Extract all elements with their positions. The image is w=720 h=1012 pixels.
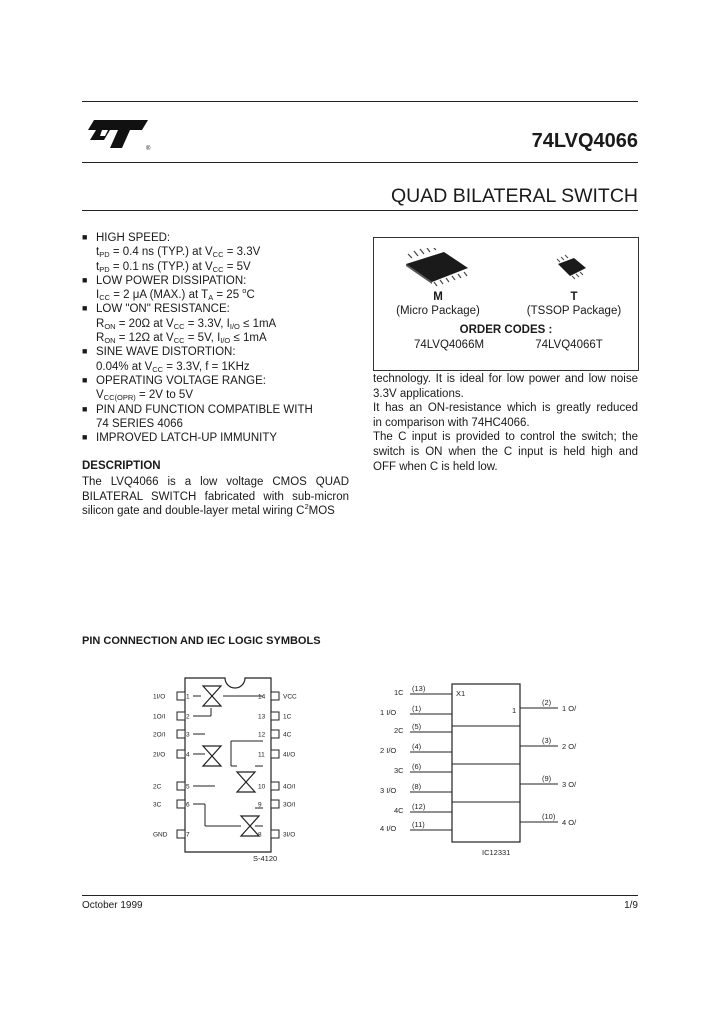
iec-input-pin: (12) <box>412 802 426 811</box>
feature-item: ■ IMPROVED LATCH-UP IMMUNITY <box>82 432 278 445</box>
description-line: It has an ON-resistance which is greatly reduced <box>373 402 638 415</box>
dip-pin-number: 2 <box>186 713 190 721</box>
bullet-icon: ■ <box>82 403 88 414</box>
feature-detail: $R_{ON} = 12\Omega$ at $V_{CC} = 5V$, $I_{I/O} \le 1mA$ <box>96 332 267 346</box>
tssop-package-name: (TSSOP Package) <box>526 305 622 317</box>
dip-pin <box>271 750 279 758</box>
footer-page: 1/9 <box>624 900 638 911</box>
feature-item: ■ HIGH SPEED: <box>82 232 171 244</box>
order-codes-heading: ORDER CODES : <box>459 324 553 336</box>
order-code-t: 74LVQ4066T <box>535 339 603 351</box>
svg-text:®: ® <box>146 146 151 152</box>
iec-output-pin: (10) <box>542 812 556 821</box>
iec-output-pin: (2) <box>542 698 552 707</box>
description-left <box>82 475 349 519</box>
bullet-icon: ■ <box>82 346 88 357</box>
iec-input-label: 4 I/O <box>380 824 397 833</box>
dip-pin-label: 2O/I <box>153 731 166 739</box>
description-line: in comparison with 74HC4066. <box>373 416 530 429</box>
iec-output-pin: (3) <box>542 736 552 745</box>
iec-output-label: 1 O/ <box>562 704 577 713</box>
iec-output-label: 3 O/ <box>562 780 577 789</box>
iec-input-label: 3C <box>394 766 404 775</box>
dip-pin-number: 9 <box>258 801 262 809</box>
top-rule <box>82 101 638 102</box>
dip-pin <box>177 750 185 758</box>
dip-pin <box>177 800 185 808</box>
description-line: The LVQ4066 is a low voltage CMOS QUAD <box>82 476 349 488</box>
pin-connection-diagram <box>145 676 315 866</box>
description-line: The C input is provided to control the switch; the <box>373 431 638 444</box>
iec-logic-symbol <box>372 680 592 860</box>
tssop-package-icon <box>554 254 590 282</box>
document-title: QUAD BILATERAL SWITCH <box>390 185 638 207</box>
iec-input-label: 2C <box>394 726 404 735</box>
part-number: 74LVQ4066 <box>531 130 638 152</box>
dip-pin-label: 3O/I <box>283 801 296 809</box>
iec-output-label: 2 O/ <box>562 742 577 751</box>
dip-pin-number: 13 <box>258 713 266 721</box>
bullet-icon: ■ <box>82 303 88 314</box>
iec-input-label: 1C <box>394 688 404 697</box>
dip-figure-code: S-4120 <box>253 854 278 863</box>
iec-input-pin: (5) <box>412 722 422 731</box>
feature-list <box>82 231 372 445</box>
feature-detail: $V_{CC(OPR)} = 2V$ to 5V <box>96 389 193 403</box>
dip-pin-number: 14 <box>258 693 266 701</box>
description-line: technology. It is ideal for low power and low noise <box>373 373 638 385</box>
bullet-icon: ■ <box>82 232 88 242</box>
iec-input-pin: (13) <box>412 684 426 693</box>
feature-item: ■ OPERATING VOLTAGE RANGE: <box>82 374 266 387</box>
dip-pin-number: 12 <box>258 731 266 739</box>
dip-pin-label: 3I/O <box>283 831 296 839</box>
footer-rule <box>82 895 638 896</box>
dip-pin-number: 4 <box>186 751 190 759</box>
dip-pin-number: 1 <box>186 693 190 701</box>
dip-pin-label: 2I/O <box>153 751 166 759</box>
dip-pin <box>177 692 185 700</box>
feature-detail: $R_{ON} = 20\Omega$ at $V_{CC} = 3.3V$, $I_{I/O} \le 1mA$ <box>96 317 277 331</box>
title-rule <box>82 162 638 163</box>
iec-input-label: 4C <box>394 806 404 815</box>
dip-pin <box>177 712 185 720</box>
dip-pin-number: 6 <box>186 801 190 809</box>
dip-pin-label: 4I/O <box>283 751 296 759</box>
pin-section-heading: PIN CONNECTION AND IEC LOGIC SYMBOLS <box>82 635 321 647</box>
feature-item: ■ PIN AND FUNCTION COMPATIBLE WITH <box>82 403 313 416</box>
iec-input-label: 3 I/O <box>380 786 397 795</box>
dip-pin <box>271 692 279 700</box>
package-box <box>373 237 639 371</box>
iec-input-pin: (6) <box>412 762 422 771</box>
order-code-m: 74LVQ4066M <box>413 339 485 351</box>
dip-pin <box>177 830 185 838</box>
micro-package-name: (Micro Package) <box>396 305 480 317</box>
bullet-icon: ■ <box>82 374 88 385</box>
description-line: OFF when C is held low. <box>373 460 498 473</box>
dip-pin <box>271 730 279 738</box>
feature-detail: $t_{PD} = 0.4$ ns (TYP.) at $V_{CC} = 3.3V$ <box>96 246 261 260</box>
description-line: switch is ON when the C input is held high and <box>373 445 638 458</box>
feature-detail: 0.04% at $V_{CC} = 3.3V$, f = 1KHz <box>96 360 250 374</box>
dip-pin-number: 10 <box>258 783 266 791</box>
tssop-package-letter: T <box>570 291 578 303</box>
dip-pin-label: 1I/O <box>153 693 166 701</box>
iec-output-label: 4 O/ <box>562 818 577 827</box>
feature-item: ■ LOW POWER DISSIPATION: <box>82 274 247 287</box>
dip-pin <box>271 800 279 808</box>
iec-x1-label: X1 <box>456 689 466 698</box>
st-logo <box>86 110 156 154</box>
dip-pin-number: 3 <box>186 731 190 739</box>
dip-pin-number: 8 <box>258 831 262 839</box>
feature-item: ■ SINE WAVE DISTORTION: <box>82 346 236 359</box>
feature-detail: $t_{PD} = 0.1$ ns (TYP.) at $V_{CC} = 5V$ <box>96 260 251 274</box>
feature-detail: $I_{CC} = 2$ μA (MAX.) at $T_A = 25$ $^o$C <box>96 286 255 303</box>
micro-package-icon <box>402 248 472 288</box>
iec-input-pin: (8) <box>412 782 422 791</box>
description-right <box>373 372 638 474</box>
description-line: BILATERAL SWITCH fabricated with sub-micron <box>82 490 349 503</box>
dip-pin <box>271 830 279 838</box>
bullet-icon: ■ <box>82 432 88 443</box>
dip-pin <box>271 712 279 720</box>
subtitle-rule <box>82 210 638 211</box>
feature-item: ■ LOW "ON" RESISTANCE: <box>82 303 230 316</box>
iec-input-label: 2 I/O <box>380 746 397 755</box>
dip-pin <box>177 730 185 738</box>
description-line: 3.3V applications. <box>373 387 464 400</box>
iec-input-label: 1 I/O <box>380 708 397 717</box>
micro-package-letter: M <box>433 291 443 303</box>
dip-pin-label: 1O/I <box>153 713 166 721</box>
iec-one-label: 1 <box>512 706 517 715</box>
dip-pin-label: 1C <box>283 713 292 721</box>
dip-pin-label: 4C <box>283 731 292 739</box>
bullet-icon: ■ <box>82 274 88 285</box>
dip-pin <box>271 782 279 790</box>
dip-pin-number: 11 <box>258 751 265 759</box>
description-heading: DESCRIPTION <box>82 460 161 472</box>
footer-date: October 1999 <box>82 900 143 911</box>
iec-output-pin: (9) <box>542 774 552 783</box>
iec-input-pin: (1) <box>412 704 422 713</box>
dip-pin-number: 5 <box>186 783 190 791</box>
dip-pin-label: 2C <box>153 783 162 791</box>
description-line: silicon gate and double-layer metal wiring $C^2MOS$ <box>82 502 335 518</box>
iec-figure-code: IC12331 <box>482 848 511 857</box>
feature-detail: 74 SERIES 4066 <box>96 417 183 430</box>
dip-pin-label: 3C <box>153 801 162 809</box>
iec-input-pin: (11) <box>412 820 425 829</box>
dip-pin-label: 4O/I <box>283 783 296 791</box>
dip-pin-label: GND <box>153 831 168 839</box>
dip-pin-number: 7 <box>186 831 190 839</box>
iec-input-pin: (4) <box>412 742 422 751</box>
dip-pin-label: VCC <box>283 693 297 701</box>
dip-pin <box>177 782 185 790</box>
